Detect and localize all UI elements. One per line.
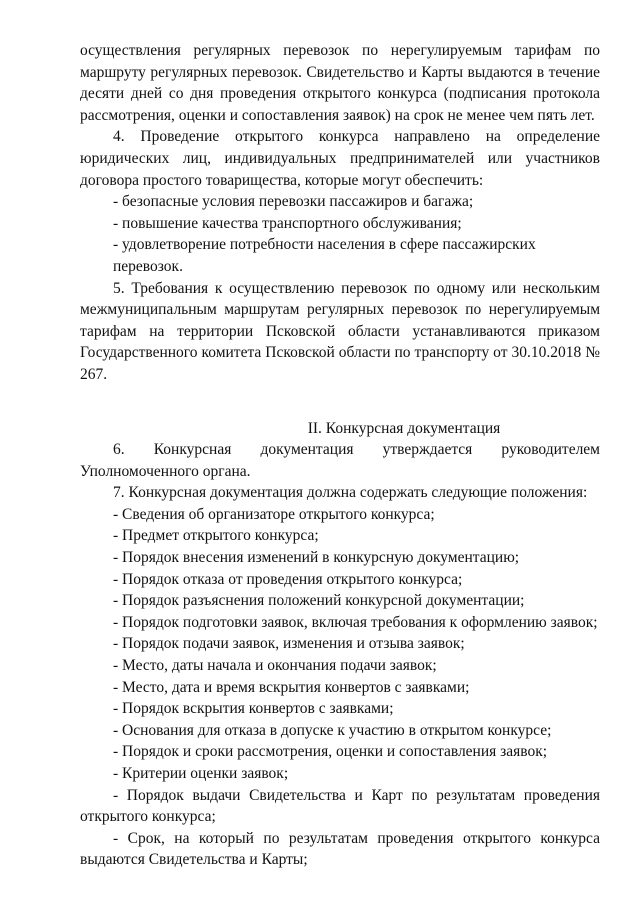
- list-item: - Срок, на который по результатам проведения открытого конкурса выдаются Свидетельства и Карты;: [80, 829, 600, 869]
- paragraph-clause-5: 5. Требования к осуществлению перевозок по одному или нескольким межмуниципальным маршрутам регулярных перевозок по нерегулируемым тарифам на территории Псковской области устанавливаются приказом Государственного комитета Псковской области по транспорту от 30.10.2018 № 267.: [80, 279, 600, 383]
- section-heading: II. Конкурсная документация: [307, 419, 501, 437]
- list-item: - Порядок и сроки рассмотрения, оценки и сопоставления заявок;: [113, 743, 548, 761]
- list-item: - Место, дата и время вскрытия конвертов с заявками;: [113, 678, 470, 696]
- list-item: - Порядок разъяснения положений конкурсной документации;: [113, 592, 525, 610]
- list-item: - Порядок подготовки заявок, включая требования к оформлению заявок;: [113, 613, 598, 631]
- list-item: - Предмет открытого конкурса;: [113, 527, 319, 545]
- paragraph-clause-7: 7. Конкурсная документация должна содержать следующие положения:: [113, 484, 588, 502]
- list-item: - удовлетворение потребности населения в сфере пассажирских перевозок.: [113, 236, 536, 275]
- paragraph-clause-6: 6. Конкурсная документация утверждается руководителем Уполномоченного органа.: [80, 441, 600, 480]
- paragraph-clause-4: 4. Проведение открытого конкурса направлено на определение юридических лиц, индивидуальных предпринимателей или участников договора простого товарищества, которые могут обеспечить:: [80, 128, 600, 189]
- list-item: - Основания для отказа в допуске к участию в открытом конкурсе;: [113, 721, 552, 739]
- list-item: - Сведения об организаторе открытого конкурса;: [113, 505, 435, 523]
- section-spacer: [80, 386, 600, 418]
- list-item: - Критерии оценки заявок;: [113, 765, 289, 782]
- list-item: - Порядок вскрытия конвертов с заявками;: [113, 700, 394, 718]
- list-item: - Порядок внесения изменений в конкурсную документацию;: [113, 549, 520, 567]
- list-item: - Порядок выдачи Свидетельства и Карт по результатам проведения открытого конкурса;: [80, 786, 600, 826]
- list-item: - безопасные условия перевозки пассажиров и багажа;: [113, 193, 474, 211]
- list-item: - Порядок подачи заявок, изменения и отзыва заявок;: [113, 635, 465, 653]
- paragraph-continuation: осуществления регулярных перевозок по нерегулируемым тарифам по маршруту регулярных перевозок. Свидетельство и Карты выдаются в течение десяти дней со дня проведения открытого конкурса (подписания протокола рассмотрения, оценки и сопоставления заявок) на срок не менее чем пять лет.: [80, 42, 600, 124]
- document-page: [80, 40, 600, 871]
- list-item: - Место, даты начала и окончания подачи заявок;: [113, 657, 437, 675]
- list-item: - Порядок отказа от проведения открытого конкурса;: [113, 570, 463, 588]
- list-item: - повышение качества транспортного обслуживания;: [113, 214, 462, 232]
